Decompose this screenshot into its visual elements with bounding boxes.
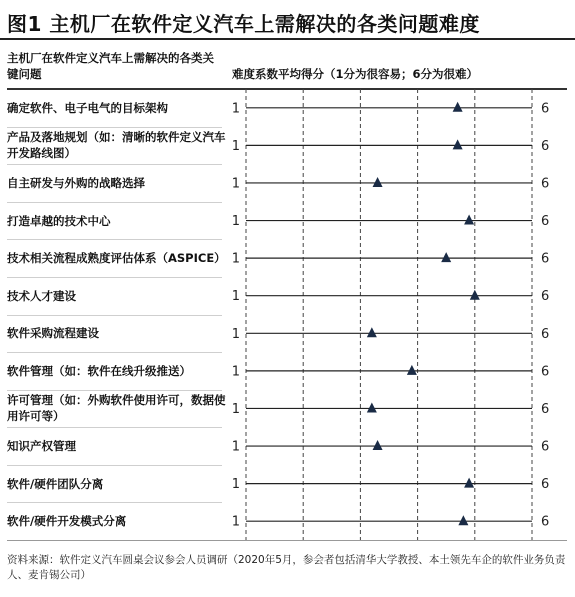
scale-max-label: 6 [541, 439, 550, 455]
category-label: 技术人才建设 [7, 288, 76, 303]
difficulty-marker [441, 252, 451, 262]
scale-max-label: 6 [541, 364, 550, 380]
chart-title: 图1 主机厂在软件定义汽车上需解决的各类问题难度 [7, 12, 480, 36]
difficulty-marker [458, 515, 468, 525]
scale-max-label: 6 [541, 401, 550, 417]
difficulty-marker [464, 478, 474, 488]
scale-min-label: 1 [231, 514, 240, 530]
difficulty-marker [367, 402, 377, 412]
scale-max-label: 6 [541, 514, 550, 530]
scale-min-label: 1 [231, 439, 240, 455]
scale-min-label: 1 [231, 326, 240, 342]
category-label: 软件采购流程建设 [7, 326, 99, 341]
difficulty-marker [373, 440, 383, 450]
category-label: 确定软件、电子电气的目标架构 [7, 100, 168, 115]
value-column-header: 难度系数平均得分（1分为很容易；6分为很难） [232, 67, 479, 81]
category-label: 技术相关流程成熟度评估体系（ASPICE） [7, 251, 226, 266]
scale-min-label: 1 [231, 364, 240, 380]
scale-max-label: 6 [541, 101, 550, 117]
scale-min-label: 1 [231, 101, 240, 117]
scale-max-label: 6 [541, 326, 550, 342]
scale-min-label: 1 [231, 477, 240, 493]
scale-min-label: 1 [231, 214, 240, 230]
category-column-header: 主机厂在软件定义汽车上需解决的各类关键问题 [7, 51, 214, 81]
difficulty-marker [470, 290, 480, 300]
scale-max-label: 6 [541, 289, 550, 305]
scale-max-label: 6 [541, 251, 550, 267]
category-label: 软件/硬件团队分离 [7, 476, 104, 491]
category-label: 知识产权管理 [7, 439, 76, 454]
source-note: 资料来源：软件定义汽车圆桌会议参会人员调研（2020年5月，参会者包括清华大学教授、本土领先车企的软件业务负责人、麦肯锡公司） [7, 554, 566, 581]
category-label: 软件管理（如：软件在线升级推送） [7, 363, 191, 378]
category-label: 许可管理（如：外购软件使用许可，数据使用许可等） [7, 393, 226, 424]
scale-max-label: 6 [541, 214, 550, 230]
difficulty-marker [453, 102, 463, 112]
category-label: 打造卓越的技术中心 [7, 213, 111, 228]
scale-max-label: 6 [541, 138, 550, 154]
scale-min-label: 1 [231, 251, 240, 267]
scale-min-label: 1 [231, 289, 240, 305]
category-label: 软件/硬件开发模式分离 [7, 514, 127, 529]
difficulty-marker [407, 365, 417, 375]
category-label: 产品及落地规划（如：清晰的软件定义汽车开发路线图） [7, 130, 226, 161]
difficulty-marker [367, 327, 377, 337]
scale-max-label: 6 [541, 176, 550, 192]
scale-min-label: 1 [231, 176, 240, 192]
scale-max-label: 6 [541, 477, 550, 493]
scale-min-label: 1 [231, 401, 240, 417]
difficulty-marker [464, 215, 474, 225]
difficulty-marker [373, 177, 383, 187]
bottom-divider [7, 540, 567, 541]
scale-min-label: 1 [231, 138, 240, 154]
category-label: 自主研发与外购的战略选择 [7, 175, 145, 190]
difficulty-marker [453, 139, 463, 149]
